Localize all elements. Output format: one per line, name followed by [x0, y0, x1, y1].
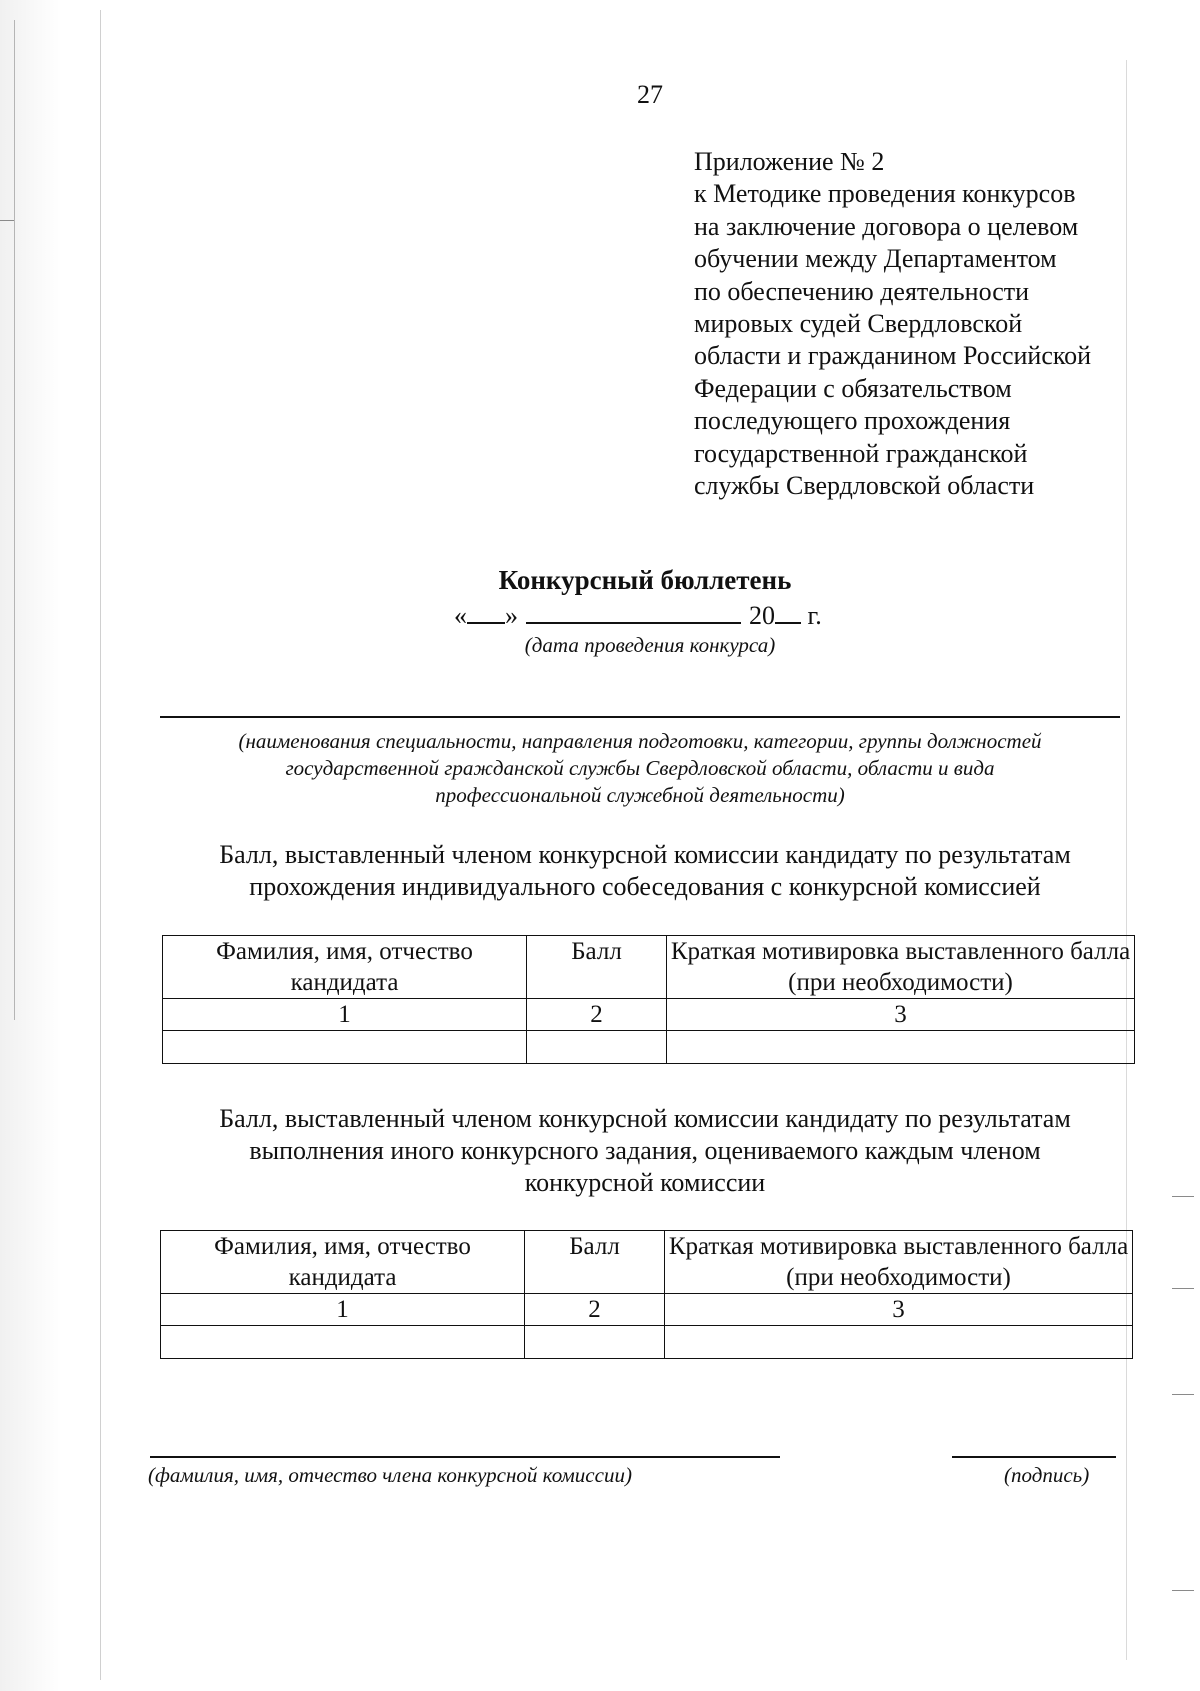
column-number: 2 — [527, 999, 667, 1031]
candidate-name-cell[interactable] — [163, 1031, 527, 1064]
appendix-line: к Методике проведения конкурсов — [694, 179, 1076, 209]
date-open-quote: « — [454, 601, 467, 630]
date-close-quote: » — [505, 601, 518, 630]
column-number: 3 — [667, 999, 1135, 1031]
specialty-fill-line — [160, 716, 1120, 718]
specialty-caption-line: профессиональной служебной деятельности) — [435, 783, 845, 807]
motivation-cell[interactable] — [665, 1326, 1133, 1359]
year-prefix: 20 — [749, 601, 775, 630]
column-number: 1 — [163, 999, 527, 1031]
month-blank — [526, 600, 741, 624]
specialty-caption-line: государственной гражданской службы Свердловской области, области и вида — [285, 756, 995, 780]
section-heading-line: конкурсной комиссии — [524, 1168, 766, 1197]
section-heading-line: Балл, выставленный членом конкурсной комиссии кандидату по результатам — [219, 1104, 1071, 1133]
scan-mark — [1172, 1288, 1194, 1289]
header-score: Балл — [525, 1231, 665, 1294]
header-candidate-name: Фамилия, имя, отчество кандидата — [161, 1231, 525, 1294]
appendix-line: обучении между Департаментом — [694, 244, 1057, 274]
specialty-caption-line: (наименования специальности, направления подготовки, категории, группы должностей — [238, 729, 1042, 753]
year-blank — [775, 600, 801, 624]
section-heading-line: Балл, выставленный членом конкурсной комиссии кандидату по результатам — [219, 840, 1071, 869]
scan-shadow — [0, 0, 60, 1691]
column-number: 1 — [161, 1294, 525, 1326]
year-suffix: г. — [807, 601, 822, 630]
member-name-fill-line — [150, 1456, 780, 1458]
appendix-line: государственной гражданской — [694, 438, 1028, 468]
motivation-cell[interactable] — [667, 1031, 1135, 1064]
task-score-table — [160, 1230, 1133, 1359]
column-number: 3 — [665, 1294, 1133, 1326]
signature-caption: (подпись) — [1004, 1463, 1090, 1487]
score-cell[interactable] — [525, 1326, 665, 1359]
score-cell[interactable] — [527, 1031, 667, 1064]
appendix-line: последующего прохождения — [694, 406, 1011, 436]
section-heading — [150, 1103, 1140, 1199]
signature-fill-line — [952, 1456, 1116, 1458]
appendix-line: мировых судей Свердловской — [694, 309, 1023, 339]
member-name-caption: (фамилия, имя, отчество члена конкурсной комиссии) — [148, 1463, 632, 1487]
appendix-line: Приложение № 2 — [694, 147, 885, 176]
section-heading-line: прохождения индивидуального собеседования с конкурсной комиссией — [249, 872, 1041, 901]
interview-score-table — [162, 935, 1135, 1064]
appendix-line: службы Свердловской области — [694, 471, 1035, 501]
scan-mark — [1172, 1196, 1194, 1197]
appendix-line: на заключение договора о целевом — [694, 211, 1079, 241]
date-fill-line — [454, 600, 822, 631]
specialty-caption — [160, 728, 1120, 809]
scan-mark — [1172, 1590, 1194, 1591]
appendix-line: по обеспечению деятельности — [694, 276, 1030, 306]
page-number: 27 — [637, 80, 663, 109]
section-heading — [150, 839, 1140, 903]
scan-mark — [1172, 1394, 1194, 1395]
appendix-line: Федерации с обязательством — [694, 373, 1012, 403]
scan-line — [14, 20, 15, 1020]
scan-mark — [0, 220, 14, 221]
appendix-block — [694, 146, 1114, 502]
appendix-line: области и гражданином Российской — [694, 341, 1092, 371]
bulletin-title: Конкурсный бюллетень — [498, 565, 792, 595]
header-score: Балл — [527, 936, 667, 999]
candidate-name-cell[interactable] — [161, 1326, 525, 1359]
header-motivation: Краткая мотивировка выставленного балла (при необходимости) — [667, 936, 1135, 999]
scan-line — [100, 10, 101, 1680]
section-heading-line: выполнения иного конкурсного задания, оцениваемого каждым членом — [249, 1136, 1041, 1165]
column-number: 2 — [525, 1294, 665, 1326]
date-caption: (дата проведения конкурса) — [524, 633, 776, 657]
header-candidate-name: Фамилия, имя, отчество кандидата — [163, 936, 527, 999]
header-motivation: Краткая мотивировка выставленного балла (при необходимости) — [665, 1231, 1133, 1294]
day-blank — [467, 600, 505, 624]
